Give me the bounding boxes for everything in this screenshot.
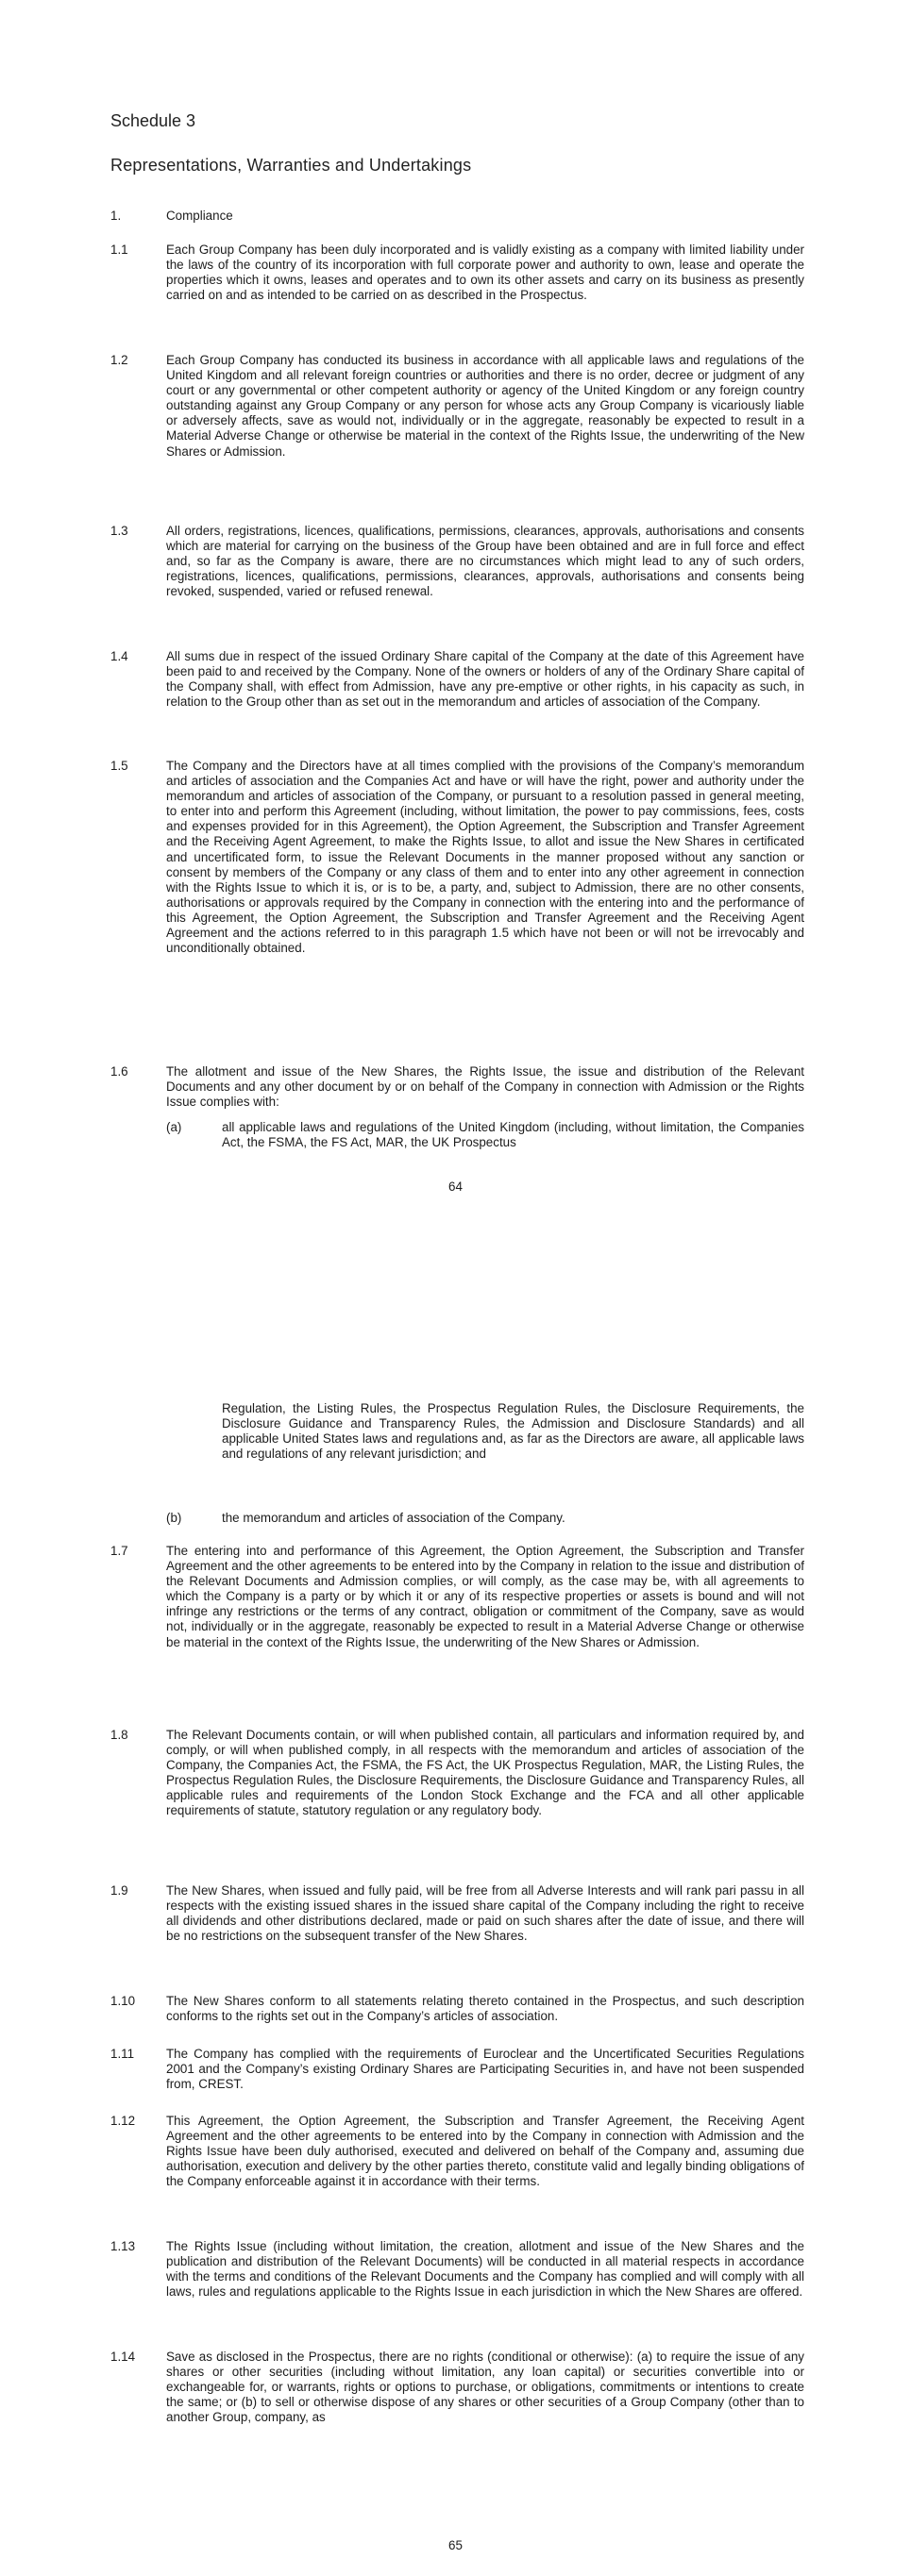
clause-1-6 — [110, 1064, 804, 1110]
subclause-letter: (a) — [166, 1120, 182, 1134]
clause-text: All sums due in respect of the issued Ordinary Share capital of the Company at the date of this Agreement have been paid to and received by the Company. None of the owners or holders of any of the Ordinary Share capital of the Company shall, with effect from Admission, have any pre-emptive or other rights, in his capacity as such, in relation to the Group other than as set out in the memorandum and articles of association of the Company. — [166, 649, 804, 710]
clause-number: 1. — [110, 209, 122, 223]
clause-1-3 — [110, 524, 804, 599]
clause-text: The Relevant Documents contain, or will when published contain, all particulars and information required by, and comply, or will when published comply, in all respects with the memorandum and articles of association of the Company, the Companies Act, the FSMA, the FS Act, the UK Prospectus Regulation, MAR, the Listing Rules, the Prospectus Regulation Rules, the Disclosure Requirements, the Disclosure Guidance and Transparency Rules, all applicable rules and requirements of the London Stock Exchange and the FCA and all other applicable requirements of statute, statutory regulation or any regulatory body. — [166, 1728, 804, 1818]
clause-number: 1.8 — [110, 1728, 128, 1742]
clause-text: The entering into and performance of this Agreement, the Option Agreement, the Subscription and Transfer Agreement and the other agreements to be entered into by the Company in relation to the issue and distribution of the Relevant Documents and Admission complies, or will comply, as the case may be, with all agreements to which the Company is a party or by which it or any of its respective properties or assets is bound and will not infringe any restrictions or the terms of any contract, obligation or commitment of the Company, save as would not, individually or in the aggregate, reasonably be expected to result in a Material Adverse Change or otherwise be material in the context of the Rights Issue, the underwriting of the New Shares or Admission. — [166, 1544, 804, 1649]
page-number: 64 — [448, 1179, 463, 1194]
clause-1-7 — [110, 1544, 804, 1650]
clause-text: Save as disclosed in the Prospectus, there are no rights (conditional or otherwise): (a) to require the issue of any shares or other securities (including without limitation, any loan capital) or securities convertible into or exchangeable for, or warrants, rights or options to purchase, or obligations, commitments or intentions to create the same; or (b) to sell or otherwise dispose of any shares or other securities of a Group Company (other than to another Group, company, as — [166, 2350, 804, 2425]
clause-number: 1.6 — [110, 1064, 128, 1079]
clause-1-8 — [110, 1728, 804, 1819]
clause-number: 1.3 — [110, 524, 128, 538]
clause-number: 1.13 — [110, 2239, 136, 2253]
clause-1-4 — [110, 649, 804, 710]
clause-1-5 — [110, 759, 804, 956]
clause-text: The New Shares conform to all statements relating thereto contained in the Prospectus, and such description conforms to the rights set out in the Company’s articles of association. — [166, 1994, 804, 2024]
clause-1-12 — [110, 2114, 804, 2189]
clause-1-1 — [110, 243, 804, 303]
clause-number: 1.12 — [110, 2114, 136, 2128]
clause-text: The New Shares, when issued and fully paid, will be free from all Adverse Interests and will rank pari passu in all respects with the existing issued shares in the issued share capital of the Company including the right to receive all dividends and other distributions declared, made or paid on such shares after the date of issue, and there will be no restrictions on the subsequent transfer of the New Shares. — [166, 1883, 804, 1944]
section-title: Representations, Warranties and Undertakings — [110, 156, 472, 175]
clause-text: Each Group Company has conducted its business in accordance with all applicable laws and regulations of the United Kingdom and all relevant foreign countries or authorities and there is no order, decree or judgment of any court or any governmental or other competent authority or agency of the United Kingdom or any foreign country outstanding against any Group Company or any person for whose acts any Group Company is vicariously liable or adversely affects, save as would not, individually or in the aggregate, reasonably be expected to result in a Material Adverse Change or otherwise be material in the context of the Rights Issue, the underwriting of the New Shares or Admission. — [166, 353, 804, 459]
clause-text: All orders, registrations, licences, qualifications, permissions, clearances, approvals, authorisations and consents which are material for carrying on the business of the Group have been obtained and are in full force and effect and, so far as the Company is aware, there are no circumstances which might lead to any of such orders, registrations, licences, qualifications, permissions, clearances, approvals, authorisations and consents being revoked, suspended, varied or refused renewal. — [166, 524, 804, 599]
clause-1-6-b — [166, 1511, 804, 1526]
clause-number: 1.5 — [110, 759, 128, 773]
clause-number: 1.10 — [110, 1994, 136, 2008]
page-number: 65 — [448, 2538, 463, 2552]
document-page-65 — [0, 1368, 911, 2576]
clause-1-14 — [110, 2350, 804, 2425]
clause-heading-label: Compliance — [166, 209, 233, 223]
clause-text: The Company and the Directors have at all times complied with the provisions of the Company’s memorandum and articles of association and the Companies Act and have or will have the right, power and authority under the memorandum and articles of association of the Company, or pursuant to a resolution passed in general meeting, to enter into and perform this Agreement (including, without limitation, the power to pay commissions, fees, costs and expenses provided for in this Agreement), the Option Agreement, the Subscription and Transfer Agreement and the Receiving Agent Agreement, to make the Rights Issue, to allot and issue the New Shares in certificated and uncertificated form, to issue the Relevant Documents in the manner proposed without any sanction or consent by members of the Company or any class of them and to enter into any other agreement in connection with the Rights Issue to which it is, or is to be, a party, and, subject to Admission, there are no other consents, authorisations or approvals required by the Company in connection with the entering into and the performance of this Agreement, the Option Agreement, the Subscription and Transfer Agreement and the Receiving Agent Agreement and the actions referred to in this paragraph 1.5 which have not been or will not be irrevocably and unconditionally obtained. — [166, 759, 804, 956]
clause-1-6-a-continued: Regulation, the Listing Rules, the Prospectus Regulation Rules, the Disclosure Requirements, the Disclosure Guidance and Transparency Rules, the Admission and Disclosure Standards) and all applicable United States laws and regulations and, as far as the Directors are aware, all applicable laws and regulations of any relevant jurisdiction; and — [222, 1401, 804, 1462]
clause-text: The Rights Issue (including without limitation, the creation, allotment and issue of the New Shares and the publication and distribution of the Relevant Documents) will be conducted in all material respects in accordance with the terms and conditions of the Relevant Documents and the Company has complied and will comply with all laws, rules and regulations applicable to the Rights Issue in each jurisdiction in which the New Shares are offered. — [166, 2239, 804, 2300]
clause-number: 1.9 — [110, 1883, 128, 1898]
clause-number: 1.4 — [110, 649, 128, 663]
clause-text: Each Group Company has been duly incorporated and is validly existing as a company with limited liability under the laws of the country of its incorporation with full corporate power and authority to own, lease and operate the properties which it owns, leases and operates and to own its other assets and carry on its business as presently carried on and as intended to be carried on as described in the Prospectus. — [166, 243, 804, 303]
subclause-text: the memorandum and articles of association of the Company. — [222, 1511, 565, 1525]
clause-1-6-a — [166, 1120, 804, 1150]
clause-heading — [110, 209, 804, 224]
document-page-64 — [0, 0, 911, 1217]
clause-1-13 — [110, 2239, 804, 2300]
clause-text: This Agreement, the Option Agreement, the Subscription and Transfer Agreement, the Receiving Agent Agreement and the other agreements to be entered into by the Company in connection with Admission and the Rights Issue have been duly authorised, executed and delivered on behalf of the Company and, assuming due authorisation, execution and delivery by the other parties thereto, constitute valid and legally binding obligations of the Company enforceable against it in accordance with their terms. — [166, 2114, 804, 2189]
clause-number: 1.1 — [110, 243, 128, 257]
subclause-text: all applicable laws and regulations of the United Kingdom (including, without limitation, the Companies Act, the FSMA, the FS Act, MAR, the UK Prospectus — [222, 1120, 804, 1150]
clause-number: 1.11 — [110, 2047, 135, 2061]
clause-text: The allotment and issue of the New Shares, the Rights Issue, the issue and distribution of the Relevant Documents and any other document by or on behalf of the Company in connection with Admission or the Rights Issue complies with: — [166, 1064, 804, 1110]
clause-text: The Company has complied with the requirements of Euroclear and the Uncertificated Securities Regulations 2001 and the Company’s existing Ordinary Shares are Participating Securities in, and have not been suspended from, CREST. — [166, 2047, 804, 2092]
clause-number: 1.2 — [110, 353, 128, 367]
clause-1-9 — [110, 1883, 804, 1944]
subclause-letter: (b) — [166, 1511, 182, 1525]
clause-number: 1.14 — [110, 2350, 136, 2364]
clause-1-10 — [110, 1994, 804, 2024]
clause-1-2 — [110, 353, 804, 460]
clause-number: 1.7 — [110, 1544, 128, 1558]
clause-1-11 — [110, 2047, 804, 2092]
schedule-title: Schedule 3 — [110, 111, 196, 130]
